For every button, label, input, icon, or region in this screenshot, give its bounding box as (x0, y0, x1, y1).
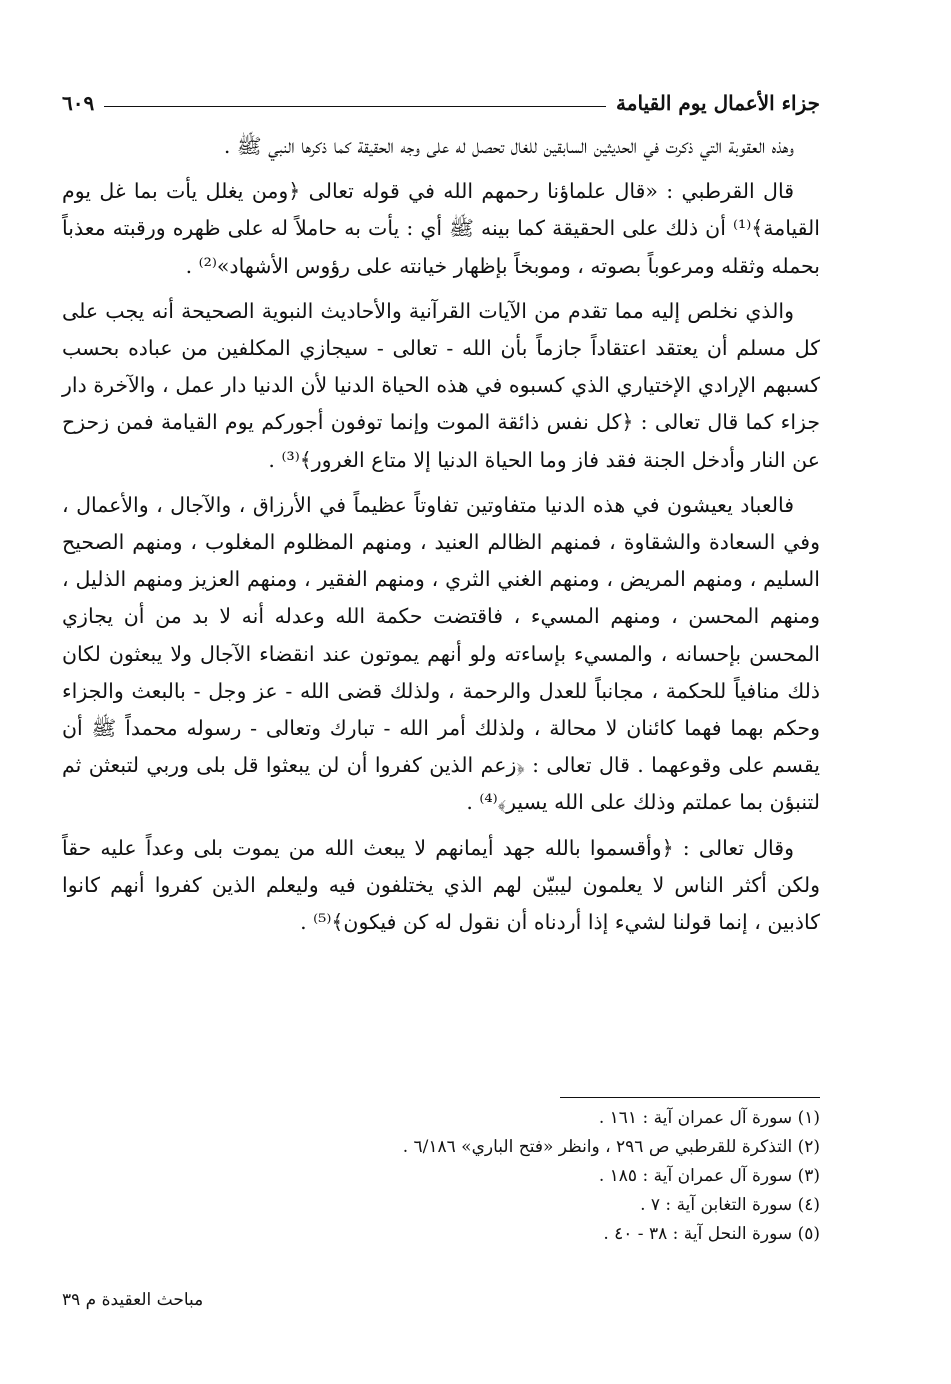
paragraph: وهذه العقوبة التي ذكرت في الحديثين السابقين للغال تحصل له على وجه الحقيقة كما ذكرها النبي ﷺ . (223, 134, 794, 158)
page-number: ٦٠٩ (62, 91, 95, 115)
footnote: (١) سورة آل عمران آية : ١٦١ . (598, 1108, 820, 1128)
footnote-separator (560, 1097, 820, 1098)
footnote: (٤) سورة التغابن آية : ٧ . (640, 1195, 820, 1215)
paragraph: وقال تعالى : ﴿وأقسموا بالله جهد أيمانهم لا يبعث الله من يموت بلى وعداً عليه حقاً ولكن أكثر الناس لا يعلمون ليبيّن لهم الذي يختلفون فيه وليعلم الذين كفروا أنهم كانوا كاذبين ، إنما قولنا لشيء إذا أردناه أن نقول له كن فيكون﴾⁽⁵⁾ . (62, 835, 820, 935)
footnotes (62, 1104, 820, 1249)
signature-mark: مباحث العقيدة م ٣٩ (62, 1290, 204, 1310)
paragraph: والذي نخلص إليه مما تقدم من الآيات القرآنية والأحاديث النبوية الصحيحة أنه يجب على كل مسلم أن يعتقد اعتقاداً جازماً بأن الله - تعالى - سيجازي المكلفين من عباده بحسب كسبهم الإرادي الإختياري الذي كسبوه في هذه الحياة الدنيا لأن الدنيا دار عمل ، والآخرة دار جزاء كما قال تعالى : ﴿كل نفس ذائقة الموت وإنما توفون أجوركم يوم القيامة فمن زحزح عن النار وأدخل الجنة فقد فاز وما الحياة الدنيا إلا متاع الغرور﴾⁽³⁾ . (62, 298, 820, 472)
chapter-title: جزاء الأعمال يوم القيامة (616, 91, 820, 115)
footnote: (٣) سورة آل عمران آية : ١٨٥ . (598, 1166, 820, 1186)
paragraph: فالعباد يعيشون في هذه الدنيا متفاوتين تفاوتاً عظيماً في الأرزاق ، والآجال ، والأعمال ، وفي السعادة والشقاوة ، فمنهم الظالم العنيد ، ومنهم المظلوم المغلوب ، ومنهم الصحيح السليم ، ومنهم المريض ، ومنهم الغني الثري ، ومنهم الفقير ، ومنهم العزيز ومنهم الذليل ، ومنهم المحسن ، ومنهم المسيء ، فاقتضت حكمة الله وعدله أنه لا بد من أن يجازي المحسن بإحسانه ، والمسيء بإساءته ولو أنهم يموتون عند انقضاء الآجال ولا يبعثون لكان ذلك منافياً للحكمة ، مجانباً للعدل والرحمة ، ولذلك قضى الله - عز وجل - بالبعث والجزاء وحكم بهما فهما كائنان لا محالة ، ولذلك أمر الله - تبارك وتعالى - رسوله محمداً ﷺ أن يقسم على وقوعهما . قال تعالى : ﴿زعم الذين كفروا أن لن يبعثوا قل بلى وربي لتبعثن ثم لتنبؤن بما عملتم وذلك على الله يسير﴾⁽⁴⁾ . (62, 492, 820, 815)
running-header (62, 86, 820, 120)
footnote: (٢) التذكرة للقرطبي ص ٢٩٦ ، وانظر «فتح الباري» ٦/١٨٦ . (402, 1137, 820, 1157)
footnote: (٥) سورة النحل آية : ٣٨ - ٤٠ . (603, 1224, 820, 1244)
header-rule (104, 106, 606, 107)
main-text (62, 128, 820, 949)
paragraph: قال القرطبي : «قال علماؤنا رحمهم الله في قوله تعالى ﴿ومن يغلل يأت بما غل يوم القيامة﴾⁽¹⁾ أن ذلك على الحقيقة كما بينه ﷺ أي : يأت به حاملاً له على ظهره ورقبته معذباً بحمله وثقله ومرعوباً بصوته ، وموبخاً بإظهار خيانته على رؤوس الأشهاد»⁽²⁾ . (62, 179, 820, 278)
